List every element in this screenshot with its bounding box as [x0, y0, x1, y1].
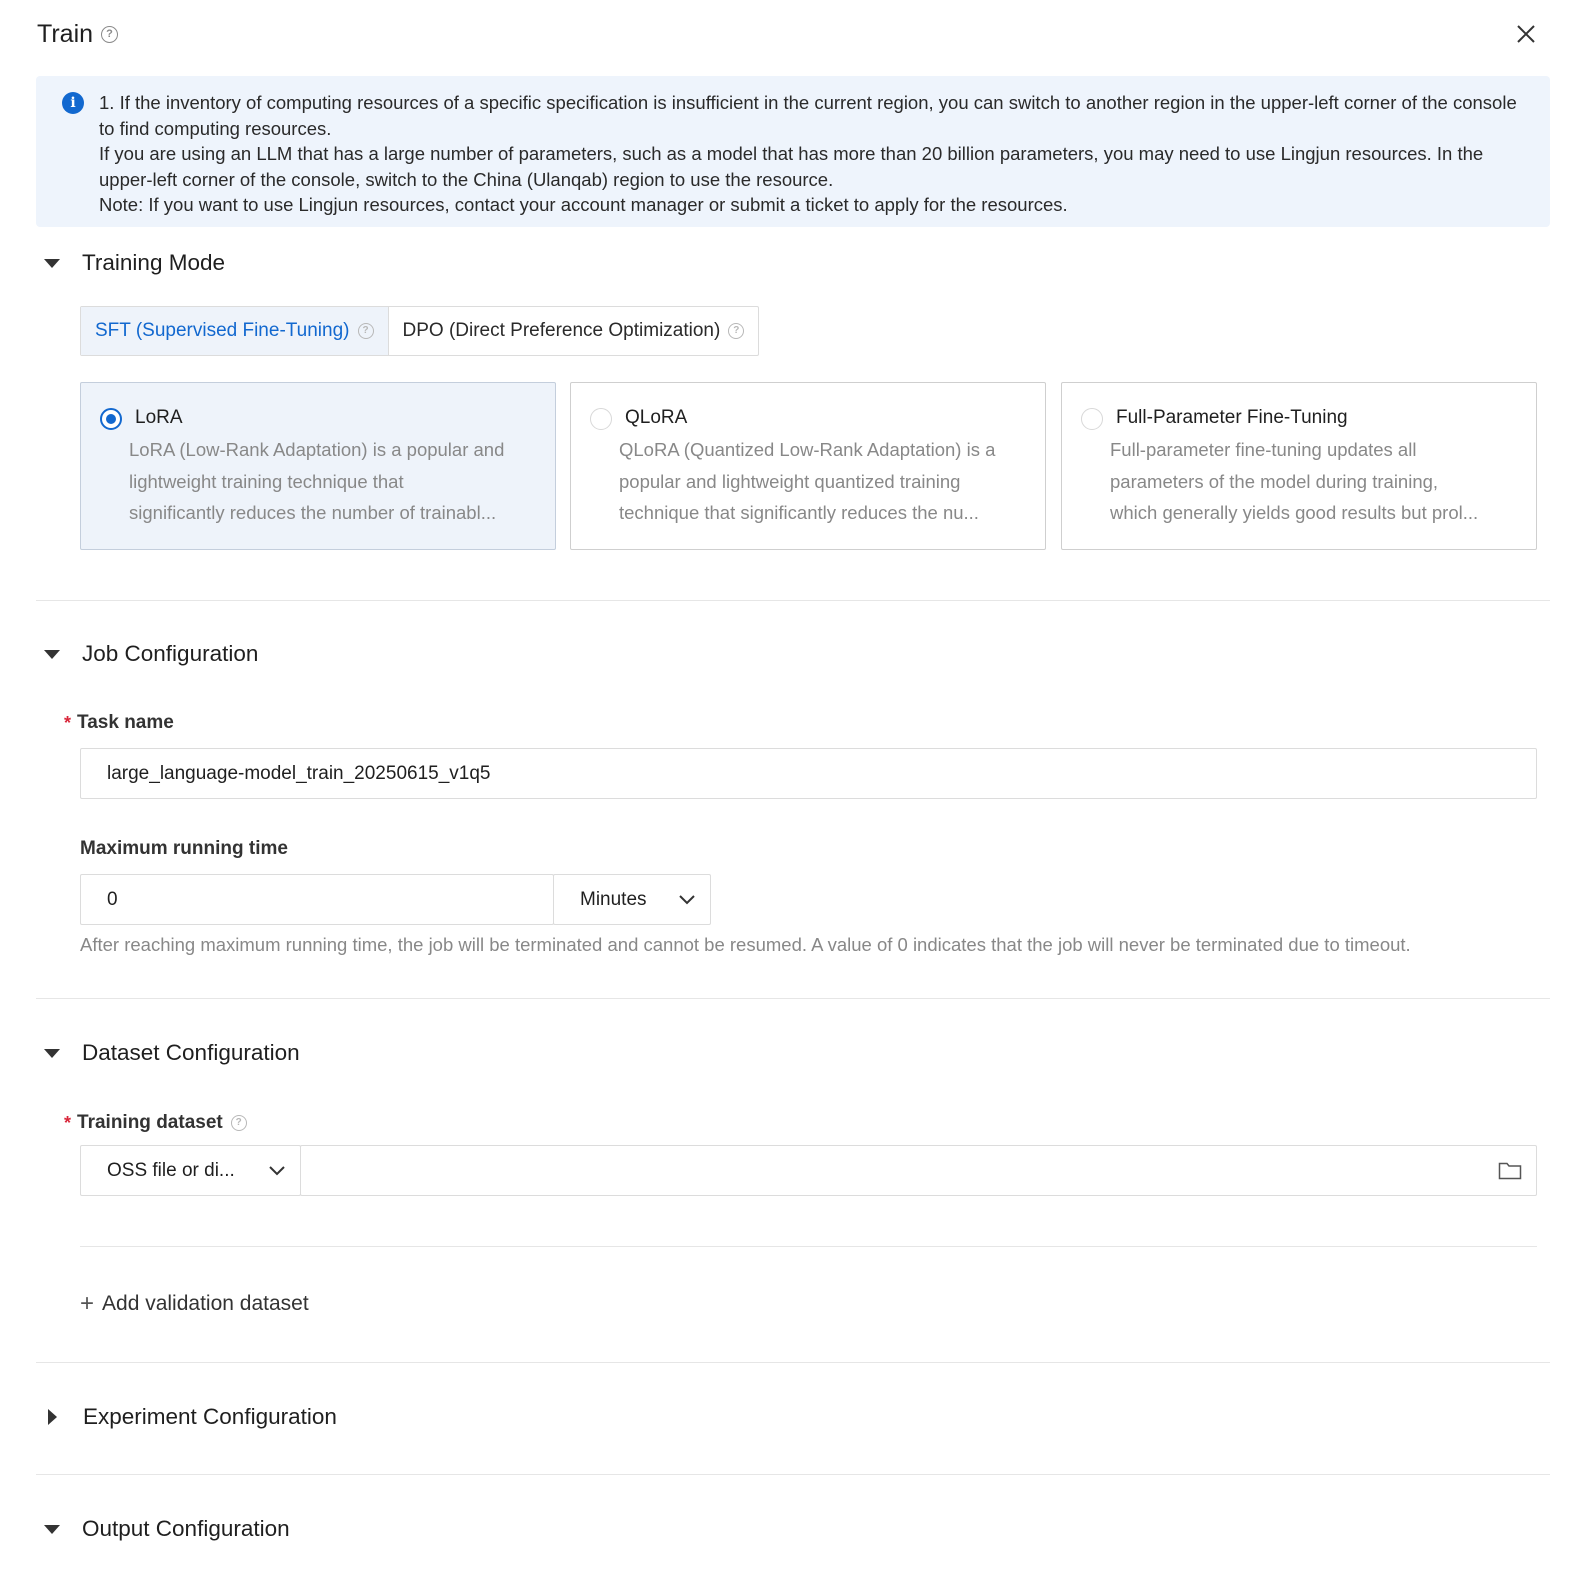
desc-line: which generally yields good results but prol... [1110, 502, 1479, 523]
card-description [1110, 434, 1516, 529]
label-text: Maximum running time [80, 838, 288, 859]
close-icon[interactable] [1512, 20, 1540, 48]
card-title: LoRA [135, 407, 183, 428]
info-banner [36, 76, 1550, 227]
button-label: Add validation dataset [102, 1292, 309, 1315]
option-card-lora[interactable] [80, 382, 556, 550]
help-icon[interactable]: ? [101, 26, 118, 43]
section-divider [36, 1362, 1550, 1363]
training-dataset-label [64, 1112, 247, 1134]
section-title: Dataset Configuration [82, 1040, 300, 1065]
radio-button[interactable] [1081, 408, 1103, 430]
section-divider [36, 998, 1550, 999]
tab-dpo[interactable] [389, 307, 759, 355]
required-mark: * [64, 712, 72, 733]
input-value: large_language-model_train_20250615_v1q5 [107, 762, 491, 784]
section-divider [36, 1474, 1550, 1475]
dataset-source-select[interactable] [80, 1145, 301, 1196]
task-name-label [64, 712, 174, 734]
radio-button[interactable] [100, 408, 122, 430]
desc-line: lightweight training technique that [129, 470, 404, 492]
training-mode-segmented [80, 306, 759, 356]
time-unit-select[interactable] [553, 874, 711, 925]
select-value: OSS file or di... [107, 1159, 235, 1181]
info-icon: i [62, 92, 84, 114]
caret-down-icon [44, 650, 60, 659]
option-card-full-parameter[interactable] [1061, 382, 1537, 550]
card-title: QLoRA [625, 407, 688, 428]
tab-label: SFT (Supervised Fine-Tuning) [95, 320, 350, 341]
info-line-2: If you are using an LLM that has a large number of parameters, such as a model that has more than 20 billion parameters, you may need to use Lingjun resources. In the upper-left corner of the console, switch to the China (Ulanqab) region to use the resource. [99, 143, 1484, 190]
folder-icon[interactable] [1498, 1160, 1522, 1180]
section-title: Experiment Configuration [83, 1404, 337, 1429]
desc-line: popular and lightweight quantized training [619, 470, 961, 492]
section-title: Training Mode [82, 250, 225, 275]
required-mark: * [64, 1112, 72, 1133]
dialog-title: Train [37, 19, 94, 48]
section-output-configuration[interactable] [42, 1516, 290, 1542]
desc-line: QLoRA (Quantized Low-Rank Adaptation) is a [619, 439, 996, 460]
caret-down-icon [44, 1525, 60, 1534]
desc-line: significantly reduces the number of trainabl... [129, 502, 497, 523]
select-value: Minutes [580, 888, 647, 910]
input-value: 0 [107, 888, 118, 910]
caret-down-icon [44, 259, 60, 268]
plus-icon: + [80, 1290, 95, 1317]
section-experiment-configuration[interactable] [42, 1404, 337, 1430]
section-training-mode[interactable] [42, 250, 225, 276]
tab-sft[interactable] [81, 307, 389, 355]
section-title: Output Configuration [82, 1516, 290, 1541]
max-running-time-hint: After reaching maximum running time, the job will be terminated and cannot be resumed. A value of 0 indicates that the job will never be terminated due to timeout. [80, 934, 1411, 955]
info-line-3: Note: If you want to use Lingjun resources, contact your account manager or submit a ticket to apply for the resources. [99, 194, 1068, 215]
caret-down-icon [44, 1049, 60, 1058]
desc-line: Full-parameter fine-tuning updates all [1110, 439, 1417, 460]
card-title: Full-Parameter Fine-Tuning [1116, 407, 1348, 428]
card-description [129, 434, 535, 529]
section-title: Job Configuration [82, 641, 259, 666]
option-card-qlora[interactable] [570, 382, 1046, 550]
task-name-input[interactable] [80, 748, 1537, 799]
section-divider [36, 600, 1550, 601]
label-text: Task name [77, 712, 174, 733]
dialog-header [37, 14, 1540, 54]
tab-label: DPO (Direct Preference Optimization) [402, 320, 721, 341]
info-line-1: 1. If the inventory of computing resources of a specific specification is insufficient in the current region, you can switch to another region in the upper-left corner of the console to find computing resources. [99, 92, 1517, 139]
help-icon[interactable]: ? [358, 323, 374, 339]
help-icon[interactable]: ? [728, 323, 744, 339]
help-icon[interactable]: ? [231, 1115, 247, 1131]
desc-line: technique that significantly reduces the nu... [619, 502, 979, 523]
radio-button[interactable] [590, 408, 612, 430]
card-description [619, 434, 1025, 529]
section-job-configuration[interactable] [42, 641, 258, 667]
add-validation-dataset-button[interactable] [80, 1290, 309, 1318]
caret-right-icon [48, 1409, 57, 1425]
max-running-time-label [64, 838, 288, 860]
dataset-path-input[interactable] [300, 1145, 1537, 1196]
chevron-down-icon [678, 894, 696, 906]
section-dataset-configuration[interactable] [42, 1040, 300, 1066]
desc-line: parameters of the model during training, [1110, 470, 1439, 492]
chevron-down-icon [268, 1165, 286, 1177]
inner-divider [80, 1246, 1537, 1247]
label-text: Training dataset [77, 1112, 223, 1133]
max-running-time-input[interactable] [80, 874, 554, 925]
desc-line: LoRA (Low-Rank Adaptation) is a popular and [129, 439, 505, 460]
